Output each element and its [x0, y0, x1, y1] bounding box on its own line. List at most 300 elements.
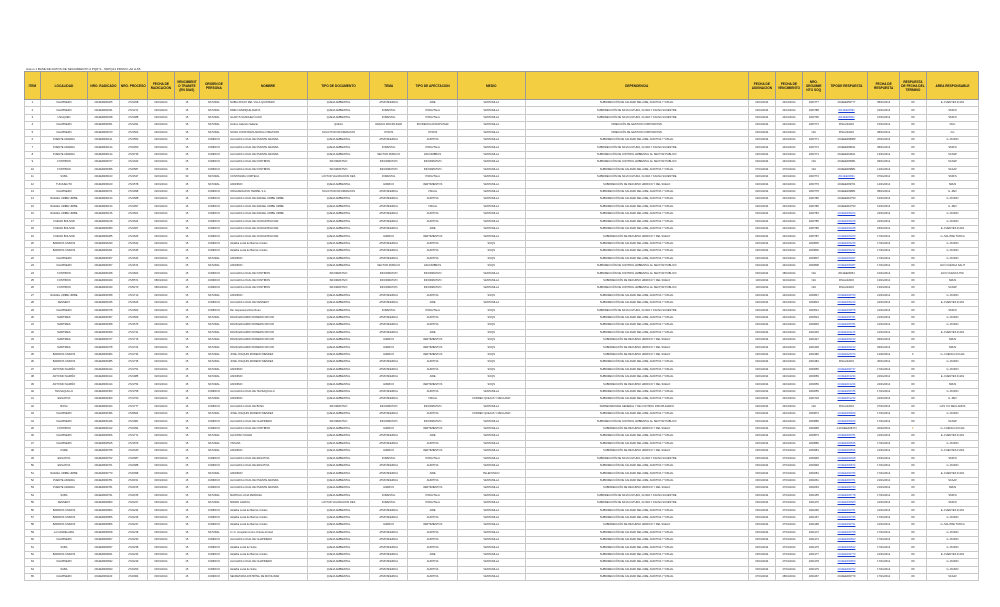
table-row[interactable] — [25, 381, 979, 388]
table-row[interactable] — [25, 329, 979, 336]
cell-fecha-respuesta: 17/01/2014 — [868, 514, 900, 521]
cell-nombre: ALCALDIA LOCAL DE RAFAEL URIBE URIBE — [229, 203, 308, 210]
cell-respuesta-termino: OK — [899, 114, 926, 121]
cell-item: 31 — [25, 322, 41, 329]
cell-seguimiento-soq: N/A — [802, 129, 825, 136]
cell-proceso: 2721967 — [119, 225, 147, 232]
cell-fecha-radicacion: 03/01/2014 — [147, 477, 174, 484]
table-row[interactable] — [25, 248, 979, 255]
cell-tipo-documento: QUEJA AMBIENTAL — [307, 396, 369, 403]
cell-tipo-respuesta: 2014EE000737 — [825, 366, 868, 373]
cell-fecha-asignacion: 02/01/2014 — [748, 418, 775, 425]
table-row[interactable] — [25, 203, 979, 210]
cell-tipo-afectacion: AIRE — [408, 507, 458, 514]
cell-respuesta-termino: OK — [899, 174, 926, 181]
cell-proceso: 2721734 — [119, 351, 147, 358]
column-header-nombre[interactable]: NOMBRE — [229, 72, 308, 100]
table-row[interactable] — [25, 211, 979, 218]
cell-item: 18 — [25, 225, 41, 232]
table-row[interactable] — [25, 566, 979, 573]
cell-respuesta-termino: OK — [899, 129, 926, 136]
cell-radicado: 2014ER000368 — [88, 322, 120, 329]
column-header-tipo-afectacion[interactable]: TIPO DE AFECTACION — [408, 72, 458, 100]
cell-origen: JURIDICO — [199, 248, 228, 255]
cell-origen: JURIDICO — [199, 514, 228, 521]
table-row[interactable] — [25, 314, 979, 321]
cell-tipo-documento: INFORMATIVO — [307, 270, 369, 277]
cell-dependencia: SUBDIRECCIÓN DE CALIDAD DEL AIRE, AUDITIVA Y VISUAL — [525, 292, 748, 299]
cell-vencimiento-dias: 15 — [174, 418, 199, 425]
column-header-fecha-asignacion[interactable]: FECHA DE ASIGNACION — [748, 72, 775, 100]
table-row[interactable] — [25, 514, 979, 521]
column-header-medio[interactable]: MEDIO — [457, 72, 525, 100]
cell-tema: ATMOSFERICA — [370, 137, 408, 144]
cell-fecha-asignacion: 03/01/2014 — [748, 270, 775, 277]
cell-area-responsable: DGC — [927, 122, 979, 129]
table-row[interactable] — [25, 403, 979, 410]
table-row[interactable] — [25, 359, 979, 366]
cell-dependencia: SUBDIRECCIÓN DE SILVICULTURA, FLORA Y FAUNA SILVESTRE — [525, 107, 748, 114]
table-row[interactable] — [25, 388, 979, 395]
cell-area-responsable: G.-FUENTES FIJAS — [927, 448, 979, 455]
table-row[interactable] — [25, 351, 979, 358]
cell-respuesta-termino: OK — [899, 359, 926, 366]
cell-proceso: 2721663 — [119, 307, 147, 314]
table-row[interactable] — [25, 559, 979, 566]
cell-proceso: 2722050 — [119, 144, 147, 151]
cell-tipo-respuesta: 2014EE000786 — [825, 470, 868, 477]
cell-area-responsable: G.-PEV — [927, 203, 979, 210]
cell-fecha-respuesta: 17/01/2014 — [868, 240, 900, 247]
table-row[interactable] — [25, 418, 979, 425]
cell-medio: SOQS — [457, 351, 525, 358]
cell-medio: CORREO QUEJAS Y RECLAMO — [457, 411, 525, 418]
table-row[interactable] — [25, 455, 979, 462]
cell-radicado: 2014ER000385 — [88, 359, 120, 366]
cell-origen: JURIDICO — [199, 403, 228, 410]
cell-fecha-asignacion: 03/01/2014 — [748, 522, 775, 529]
cell-fecha-vencimiento: 24/01/2014 — [775, 411, 802, 418]
cell-item: 4 — [25, 122, 41, 129]
cell-tema: DENCIA DISCIPLINAR — [370, 122, 408, 129]
table-row[interactable] — [25, 396, 979, 403]
cell-fecha-radicacion: 02/01/2014 — [147, 211, 174, 218]
table-row[interactable] — [25, 507, 979, 514]
cell-tipo-afectacion: INFORMATIVO — [408, 270, 458, 277]
column-header-radicado[interactable]: NRO. RADICADO — [88, 72, 120, 100]
column-header-fecha-vencimiento[interactable]: FECHA DE VENCIMIENTO — [775, 72, 802, 100]
column-header-vencimiento-dias[interactable]: VENCIMIENT O TRAMITE (EN DIAS) — [174, 72, 199, 100]
cell-localidad: CHAPINERO — [40, 574, 87, 581]
cell-vencimiento-dias: 15 — [174, 270, 199, 277]
cell-localidad: ANTONIO NARIÑO — [40, 374, 87, 381]
cell-radicado: 2014ER000496 — [88, 411, 120, 418]
cell-nombre: ALFONSO SOLER — [229, 433, 308, 440]
cell-tipo-afectacion: AIRE — [408, 100, 458, 107]
cell-vencimiento-dias: 15 — [174, 403, 199, 410]
cell-tipo-respuesta: 2014EE000878 — [825, 307, 868, 314]
cell-tipo-afectacion: VISUAL — [408, 396, 458, 403]
table-row[interactable] — [25, 240, 979, 247]
table-row[interactable] — [25, 433, 979, 440]
cell-item: 43 — [25, 411, 41, 418]
cell-item: 14 — [25, 196, 41, 203]
cell-tema: INFORMATIVO — [370, 403, 408, 410]
cell-proceso: 2722151 — [119, 477, 147, 484]
cell-origen: NATURAL — [199, 262, 228, 269]
cell-vencimiento-dias: 15 — [174, 374, 199, 381]
table-row[interactable] — [25, 448, 979, 455]
cell-dependencia: SUBDIRECCIÓN DE RECURSO HIDRICO Y DEL SUELO — [525, 522, 748, 529]
cell-fecha-asignacion: 02/01/2014 — [748, 403, 775, 410]
cell-tema: ATMOSFERICA — [370, 544, 408, 551]
table-row[interactable] — [25, 470, 979, 477]
cell-dependencia: SUBDIRECCIÓN DE CALIDAD DEL AIRE, AUDITIVA Y VISUAL — [525, 166, 748, 173]
cell-tipo-afectacion: AUDITIVA — [408, 292, 458, 299]
cell-radicado: 2014ER000761 — [88, 462, 120, 469]
table-row[interactable] — [25, 196, 979, 203]
cell-proceso: 2722250 — [119, 566, 147, 573]
table-row[interactable] — [25, 529, 979, 536]
table-row[interactable] — [25, 122, 979, 129]
cell-item: 29 — [25, 307, 41, 314]
cell-fecha-radicacion: 02/01/2014 — [147, 248, 174, 255]
table-row[interactable] — [25, 114, 979, 121]
cell-fecha-asignacion: 02/01/2014 — [748, 137, 775, 144]
cell-fecha-vencimiento: 27/01/2014 — [775, 559, 802, 566]
table-row[interactable] — [25, 218, 979, 225]
cell-fecha-asignacion: 02/01/2014 — [748, 174, 775, 181]
cell-tipo-documento: QUEJA AMBIENTAL — [307, 292, 369, 299]
cell-area-responsable: E.-FUENTES FIJAS — [927, 470, 979, 477]
cell-fecha-respuesta: 24/01/2014 — [868, 396, 900, 403]
cell-localidad: CHAPINERO — [40, 107, 87, 114]
cell-fecha-radicacion: 03/01/2014 — [147, 544, 174, 551]
cell-proceso: 2721735 — [119, 359, 147, 366]
cell-nombre: ANONIMO — [229, 366, 308, 373]
cell-area-responsable: G.-PEV — [927, 188, 979, 195]
cell-vencimiento-dias: 15 — [174, 411, 199, 418]
cell-vencimiento-dias: 15 — [174, 203, 199, 210]
table-row[interactable] — [25, 255, 979, 262]
cell-tipo-afectacion: INFORMATIVO — [408, 277, 458, 284]
cell-tipo-documento: QUEJA AMBIENTAL — [307, 448, 369, 455]
cell-area-responsable: E.-FUENTES FIJAS — [927, 329, 979, 336]
column-header-tema[interactable]: TEMA — [370, 72, 408, 100]
cell-fecha-vencimiento: 24/01/2014 — [775, 248, 802, 255]
cell-origen: JURIDICO — [199, 566, 228, 573]
cell-area-responsable: G.-RUIDO — [927, 196, 979, 203]
table-row[interactable] — [25, 270, 979, 277]
cell-fecha-asignacion: 03/01/2014 — [748, 559, 775, 566]
cell-vencimiento-dias: 15 — [174, 574, 199, 581]
cell-fecha-vencimiento: 27/01/2014 — [775, 448, 802, 455]
cell-radicado: 2014ER000095 — [88, 166, 120, 173]
cell-dependencia: SUBDIRECCIÓN DE SILVICULTURA, FLORA Y FAUNA SILVESTRE — [525, 114, 748, 121]
cell-fecha-radicacion: 02/01/2014 — [147, 403, 174, 410]
cell-tipo-respuesta: 2014EE008941 — [825, 144, 868, 151]
cell-medio: VENTANILLA — [457, 181, 525, 188]
cell-tipo-afectacion: AUDITIVA — [408, 366, 458, 373]
cell-vencimiento-dias: 15 — [174, 114, 199, 121]
table-row[interactable] — [25, 522, 979, 529]
cell-localidad: CHAPINERO — [40, 536, 87, 543]
table-row[interactable] — [25, 262, 979, 269]
cell-localidad: MARTIRES — [40, 337, 87, 344]
cell-nombre: GLADYS SANCHEZ CANO — [229, 114, 308, 121]
cell-item: 46 — [25, 433, 41, 440]
table-row[interactable] — [25, 544, 979, 551]
cell-nombre: ANONIMO — [229, 374, 308, 381]
table-row[interactable] — [25, 285, 979, 292]
cell-tipo-afectacion: AUDITIVA — [408, 255, 458, 262]
cell-radicado: 2014ER000031 — [88, 107, 120, 114]
cell-seguimiento-soq: 1003774 — [802, 174, 825, 181]
cell-fecha-asignacion: 03/01/2014 — [748, 551, 775, 558]
column-header-respuesta-termino[interactable]: RESPUESTA DE FECHA DEL TERMINO — [899, 72, 926, 100]
cell-area-responsable: SRHS — [927, 344, 979, 351]
table-row[interactable] — [25, 536, 979, 543]
cell-tipo-afectacion: AIRE — [408, 374, 458, 381]
cell-tema: FORESTAL — [370, 114, 408, 121]
cell-radicado: 2014ER000358 — [88, 292, 120, 299]
cell-area-responsable: SRHS — [927, 277, 979, 284]
table-row[interactable] — [25, 181, 979, 188]
cell-fecha-radicacion: 02/01/2014 — [147, 440, 174, 447]
cell-radicado: 2014ER000048 — [88, 114, 120, 121]
cell-area-responsable: SCASP — [927, 285, 979, 292]
cell-radicado: 2014ER000071 — [88, 188, 120, 195]
cell-vencimiento-dias: 15 — [174, 248, 199, 255]
table-row[interactable] — [25, 485, 979, 492]
cell-item: 48 — [25, 448, 41, 455]
table-row[interactable] — [25, 107, 979, 114]
column-header-tipo-respuesta[interactable]: TIPODE RESPUESTA — [825, 72, 868, 100]
table-row[interactable] — [25, 225, 979, 232]
table-row[interactable] — [25, 366, 979, 373]
cell-origen: JURIDICO — [199, 522, 228, 529]
cell-medio: VENTANILLA — [457, 448, 525, 455]
cell-radicado: 2014ER000141 — [88, 137, 120, 144]
cell-fecha-vencimiento: 24/01/2014 — [775, 144, 802, 151]
cell-item: 15 — [25, 203, 41, 210]
table-row[interactable] — [25, 574, 979, 581]
table-row[interactable] — [25, 151, 979, 158]
spreadsheet — [24, 71, 979, 581]
column-header-proceso[interactable]: NRO. PROCESO — [119, 72, 147, 100]
cell-fecha-radicacion: 02/01/2014 — [147, 388, 174, 395]
cell-fecha-asignacion: 02/01/2014 — [748, 122, 775, 129]
table-row[interactable] — [25, 299, 979, 306]
cell-fecha-radicacion: 08/01/2014 — [147, 285, 174, 292]
column-header-area-responsable[interactable]: AREA RESPONSABLE — [927, 72, 979, 100]
cell-fecha-asignacion: 02/01/2014 — [748, 188, 775, 195]
table-row[interactable] — [25, 144, 979, 151]
cell-radicado: 2014ER000285 — [88, 233, 120, 240]
cell-vencimiento-dias: 15 — [174, 462, 199, 469]
cell-tipo-afectacion: AIRE — [408, 225, 458, 232]
cell-tipo-documento: QUEJA AMBIENTAL — [307, 574, 369, 581]
cell-tipo-afectacion: AIRE — [408, 551, 458, 558]
cell-respuesta-termino: OK — [899, 188, 926, 195]
table-row[interactable] — [25, 174, 979, 181]
cell-radicado: 2014ER000806 — [88, 522, 120, 529]
cell-seguimiento-soq: 1004081 — [802, 470, 825, 477]
table-row[interactable] — [25, 477, 979, 484]
cell-tipo-respuesta: 2014EE000773 — [825, 551, 868, 558]
cell-fecha-asignacion: 02/01/2014 — [748, 107, 775, 114]
table-row[interactable] — [25, 137, 979, 144]
cell-seguimiento-soq: 1003779 — [802, 181, 825, 188]
column-header-item[interactable]: ITEM — [25, 72, 41, 100]
cell-area-responsable: G.-PEV — [927, 396, 979, 403]
cell-fecha-vencimiento: 24/01/2014 — [775, 307, 802, 314]
cell-tipo-afectacion: INFORMATIVO — [408, 285, 458, 292]
cell-tipo-afectacion: INFORMATIVO — [408, 403, 458, 410]
cell-tema: ATMOSFERICA — [370, 574, 408, 581]
cell-nombre: ALCALDIA LOCAL DE ENGATIVA — [229, 462, 308, 469]
cell-proceso: 2721635 — [119, 248, 147, 255]
cell-vencimiento-dias: 15 — [174, 240, 199, 247]
cell-nombre: ALCALDIA LOCAL DE BOSA — [229, 403, 308, 410]
cell-fecha-asignacion: 03/01/2014 — [748, 448, 775, 455]
cell-nombre: ALCALDIA LOCAL DE CHAPINERO — [229, 536, 308, 543]
cell-radicado: 2014ER000280 — [88, 225, 120, 232]
cell-fecha-respuesta: 17/01/2014 — [868, 262, 900, 269]
cell-tipo-afectacion: OTROS — [408, 129, 458, 136]
cell-medio: VENTANILLA — [457, 544, 525, 551]
cell-nombre: MARTHA LUCIA PEDRAZA — [229, 492, 308, 499]
column-header-fecha-radicacion[interactable]: FECHA DE RADICACION — [147, 72, 174, 100]
cell-tipo-afectacion: AUDITIVA — [408, 514, 458, 521]
table-row[interactable] — [25, 440, 979, 447]
table-row[interactable] — [25, 233, 979, 240]
cell-nombre: DAVID EDUARDO ROMERO MAYOR — [229, 337, 308, 344]
table-row[interactable] — [25, 425, 979, 432]
cell-vencimiento-dias: 15 — [174, 388, 199, 395]
table-row[interactable] — [25, 307, 979, 314]
table-body — [25, 100, 979, 581]
cell-origen: NATURAL — [199, 351, 228, 358]
cell-medio: VENTANILLA — [457, 188, 525, 195]
cell-respuesta-termino: OK — [899, 137, 926, 144]
cell-dependencia: SUBDIRECCIÓN DE CALIDAD DEL AIRE, AUDITIVA Y VISUAL — [525, 529, 748, 536]
cell-vencimiento-dias: 15 — [174, 396, 199, 403]
cell-tipo-respuesta: 2014EE000781 — [825, 433, 868, 440]
column-header-tipo-documento[interactable]: TIPO DE DOCUMENTO — [307, 72, 369, 100]
cell-localidad: CHAPINERO — [40, 433, 87, 440]
column-header-seguimiento-soq[interactable]: NRO. SEGUIMIE NTO SOQ — [802, 72, 825, 100]
cell-item: 11 — [25, 174, 41, 181]
cell-nombre: NUBIA ROCIO DEL VILLA QUINTERO — [229, 100, 308, 107]
column-header-fecha-respuesta[interactable]: FECHA DE RESPUESTA — [868, 72, 900, 100]
cell-proceso: 2722218 — [119, 529, 147, 536]
cell-localidad: FONTIBON — [40, 159, 87, 166]
cell-seguimiento-soq: 1003773 — [802, 122, 825, 129]
cell-radicado: 2014ER000781 — [88, 485, 120, 492]
cell-origen: NATURAL — [199, 411, 228, 418]
cell-tipo-documento: QUEJA AMBIENTAL — [307, 566, 369, 573]
table-row[interactable] — [25, 159, 979, 166]
cell-item: 13 — [25, 188, 41, 195]
cell-tipo-respuesta: FINALIZADO — [825, 359, 868, 366]
cell-radicado: 2014ER000566 — [88, 433, 120, 440]
cell-localidad: CHAPINERO — [40, 255, 87, 262]
column-header-origen[interactable]: ORIGEN DE PERSONA — [199, 72, 228, 100]
table-row[interactable] — [25, 374, 979, 381]
cell-medio: VENTANILLA — [457, 151, 525, 158]
cell-seguimiento-soq: 1004172 — [802, 529, 825, 536]
cell-origen: NATURAL — [199, 499, 228, 506]
cell-localidad: USME — [40, 448, 87, 455]
table-row[interactable] — [25, 337, 979, 344]
cell-tema: INFORMATIVO — [370, 418, 408, 425]
cell-seguimiento-soq: 1003823 — [802, 299, 825, 306]
cell-fecha-vencimiento: 24/01/2014 — [775, 337, 802, 344]
cell-vencimiento-dias: 15 — [174, 292, 199, 299]
cell-nombre: ALCALDIA LOCAL DE CIUDAD BOLIVAR — [229, 225, 308, 232]
table-row[interactable] — [25, 462, 979, 469]
cell-fecha-asignacion: 03/01/2014 — [748, 477, 775, 484]
cell-medio: VENTANILLA — [457, 551, 525, 558]
cell-area-responsable: SRHS — [927, 381, 979, 388]
cell-origen: NATURAL — [199, 114, 228, 121]
cell-medio: VENTANILLA — [457, 270, 525, 277]
cell-area-responsable: G.-RUIDO — [927, 314, 979, 321]
table-row[interactable] — [25, 322, 979, 329]
cell-fecha-respuesta: 17/01/2014 — [868, 574, 900, 581]
cell-nombre: Alcaldia Local de Suba — [229, 566, 308, 573]
table-row[interactable] — [25, 411, 979, 418]
cell-respuesta-termino: OK — [899, 514, 926, 521]
table-row[interactable] — [25, 166, 979, 173]
cell-seguimiento-soq: 1004178 — [802, 559, 825, 566]
cell-radicado: 2014ER000414 — [88, 381, 120, 388]
cell-proceso: 2721578 — [119, 181, 147, 188]
cell-tipo-respuesta: 2014EE000836 — [825, 440, 868, 447]
cell-medio: SOQS — [457, 322, 525, 329]
cell-vencimiento-dias: 15 — [174, 440, 199, 447]
table-row[interactable] — [25, 188, 979, 195]
column-header-localidad[interactable]: LOCALIDAD — [40, 72, 87, 100]
table-row[interactable] — [25, 492, 979, 499]
cell-tipo-documento: QUEJA AMBIENTAL — [307, 462, 369, 469]
table-row[interactable] — [25, 551, 979, 558]
cell-respuesta-termino: OK — [899, 218, 926, 225]
cell-fecha-vencimiento: 24/01/2014 — [775, 418, 802, 425]
cell-dependencia: SUBDIRECCIÓN DE RECURSO HIDRICO Y DEL SUELO — [525, 381, 748, 388]
table-row[interactable] — [25, 100, 979, 107]
cell-area-responsable: G.-RUIDO — [927, 536, 979, 543]
table-row[interactable] — [25, 292, 979, 299]
table-row[interactable] — [25, 344, 979, 351]
column-header-dependencia[interactable]: DEPENDENCIA — [525, 72, 748, 100]
table-row[interactable] — [25, 277, 979, 284]
cell-fecha-respuesta: 16/01/2014 — [868, 114, 900, 121]
cell-fecha-respuesta: 17/01/2014 — [868, 529, 900, 536]
table-row[interactable] — [25, 129, 979, 136]
cell-nombre: ALCALDIA LOCAL DE PUENTE ARANDA — [229, 151, 308, 158]
cell-tema: ATMOSFERICA — [370, 203, 408, 210]
table-row[interactable] — [25, 499, 979, 506]
cell-fecha-vencimiento: 24/01/2014 — [775, 322, 802, 329]
cell-fecha-vencimiento: 24/01/2014 — [775, 159, 802, 166]
cell-area-responsable: SCASP — [927, 159, 979, 166]
cell-fecha-radicacion: 03/01/2014 — [147, 551, 174, 558]
cell-fecha-asignacion: 02/01/2014 — [748, 344, 775, 351]
cell-radicado: 2014ER000804 — [88, 507, 120, 514]
cell-localidad: FONTIBON — [40, 166, 87, 173]
